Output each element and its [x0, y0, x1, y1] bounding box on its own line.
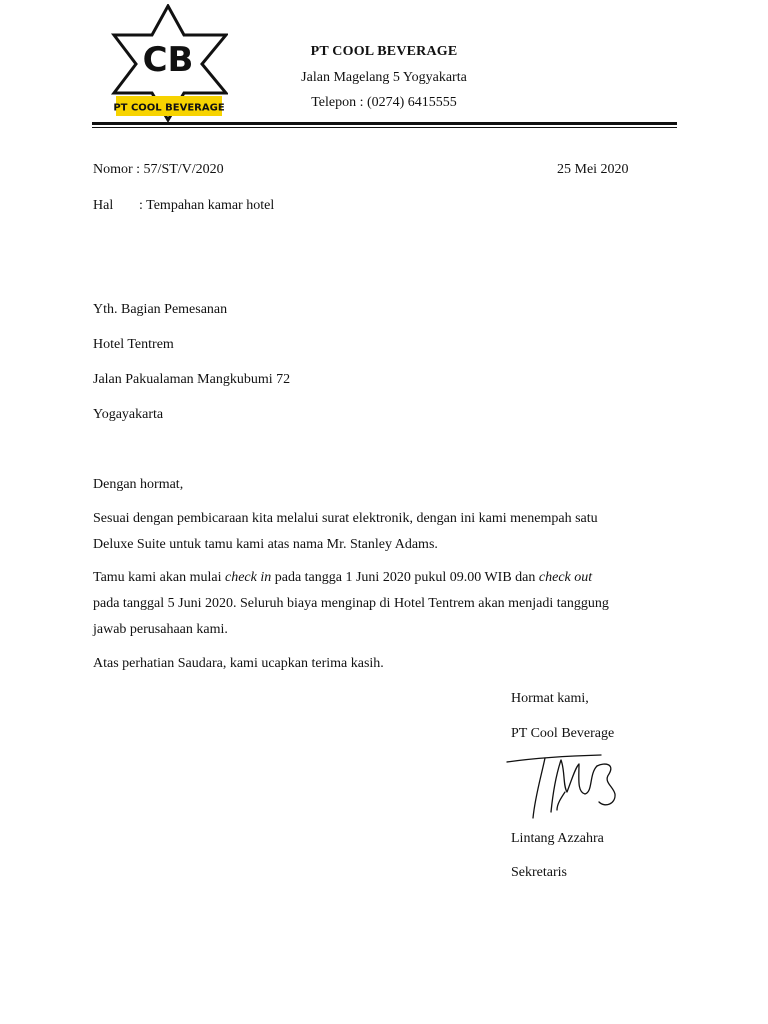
- company-logo: [108, 4, 228, 122]
- subject-label: Hal: [93, 198, 114, 213]
- paragraph-2-text-a: Tamu kami akan mulai: [93, 570, 225, 585]
- recipient-line-4: Yogayakarta: [93, 407, 164, 422]
- letter-date: 25 Mei 2020: [557, 162, 629, 177]
- paragraph-2-text-b: pada tangga 1 Juni 2020 pukul 09.00 WIB dan: [271, 570, 539, 585]
- paragraph-2-line-3: jawab perusahaan kami.: [93, 622, 228, 637]
- recipient-line-2: Hotel Tentrem: [93, 337, 174, 352]
- signer-name: Lintang Azzahra: [511, 831, 604, 846]
- company-phone: Telepon : (0274) 6415555: [311, 95, 457, 110]
- closing-company: PT Cool Beverage: [511, 726, 615, 741]
- paragraph-1-line-2: Deluxe Suite untuk tamu kami atas nama Mr. Stanley Adams.: [93, 537, 438, 552]
- check-out-term: check out: [538, 570, 593, 585]
- paragraph-2: [93, 565, 609, 643]
- recipient-line-1: Yth. Bagian Pemesanan: [93, 302, 228, 317]
- letterhead-divider-thin: [92, 127, 677, 128]
- paragraph-1-line-1: Sesuai dengan pembicaraan kita melalui surat elektronik, dengan ini kami menempah satu: [93, 511, 598, 526]
- letterhead-divider-thick: [92, 122, 677, 125]
- check-in-term: check in: [224, 570, 272, 585]
- signature-image: [505, 752, 635, 824]
- letter-number: Nomor : 57/ST/V/2020: [93, 162, 224, 177]
- subject-text: : Tempahan kamar hotel: [139, 198, 275, 213]
- paragraph-2-line-1: [93, 565, 609, 591]
- signer-title: Sekretaris: [511, 865, 567, 880]
- recipient-line-3: Jalan Pakualaman Mangkubumi 72: [93, 372, 291, 387]
- greeting: Dengan hormat,: [93, 477, 184, 492]
- paragraph-2-line-2: pada tanggal 5 Juni 2020. Seluruh biaya menginap di Hotel Tentrem akan menjadi tanggung: [93, 596, 609, 611]
- closing-salutation: Hormat kami,: [511, 691, 589, 706]
- paragraph-3: Atas perhatian Saudara, kami ucapkan terima kasih.: [93, 656, 384, 671]
- paragraph-1: [93, 506, 598, 558]
- logo-monogram: CB: [142, 40, 194, 80]
- logo-banner-text: PT COOL BEVERAGE: [113, 102, 225, 114]
- company-name: PT COOL BEVERAGE: [310, 44, 458, 59]
- company-address: Jalan Magelang 5 Yogyakarta: [301, 70, 467, 85]
